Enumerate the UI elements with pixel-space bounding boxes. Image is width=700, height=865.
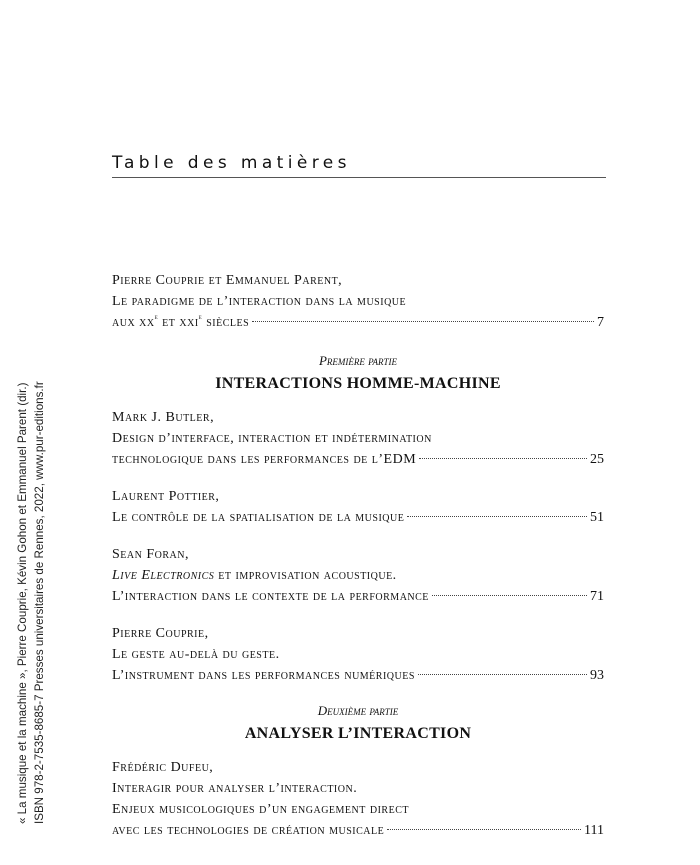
side-note-line-1: « La musique et la machine », Pierre Couprie, Kévin Gohon et Emmanuel Parent (dir.) — [16, 382, 29, 824]
dot-leader — [407, 516, 587, 517]
dot-leader — [252, 321, 594, 322]
side-note-line-2: ISBN 978-2-7535-8685-7 Presses universitaires de Rennes, 2022, www.pur-editions.fr — [33, 381, 46, 824]
entry-title-line: Live Electronics et improvisation acoustique. — [112, 568, 397, 583]
part-1-title: INTERACTIONS HOMME-MACHINE — [215, 375, 501, 392]
entry-author: Frédéric Dufeu, — [112, 760, 214, 775]
entry-title-line: Enjeux musicologiques d’un engagement direct — [112, 802, 409, 817]
entry-last-line — [112, 507, 604, 528]
entry-author: Pierre Couprie, — [112, 626, 209, 641]
toc-list — [112, 270, 604, 841]
entry-author: Sean Foran, — [112, 547, 189, 562]
page-number: 25 — [590, 452, 604, 467]
toc-entry[interactable] — [112, 757, 604, 841]
page-number: 71 — [590, 589, 604, 604]
side-copyright-note — [14, 354, 58, 824]
page-number: 93 — [590, 668, 604, 683]
page-title: Table des matières — [112, 153, 351, 173]
entry-title-line: Le paradigme de l’interaction dans la musique — [112, 294, 407, 309]
entry-title-italic: Live Electronics — [112, 568, 215, 583]
page-number: 51 — [590, 510, 604, 525]
entry-title-line: Interagir pour analyser l’interaction. — [112, 781, 358, 796]
entry-title-line: Le contrôle de la spatialisation de la musique — [112, 510, 405, 525]
toc-entry[interactable] — [112, 623, 604, 686]
dot-leader — [418, 674, 587, 675]
entry-title-line: aux $xx^e$ et xxi$^e$ siècles — [112, 312, 250, 330]
entry-last-line — [112, 449, 604, 470]
entry-last-line — [112, 312, 604, 333]
entry-author: Laurent Pottier, — [112, 489, 220, 504]
entry-title-line: Design d’interface, interaction et indétermination — [112, 431, 432, 446]
toc-entry-intro[interactable] — [112, 270, 604, 333]
entry-title-line: technologique dans les performances de l’EDM — [112, 452, 417, 467]
title-rule — [112, 177, 606, 178]
entry-last-line — [112, 586, 604, 607]
page-number: 111 — [584, 823, 604, 838]
part-2-title: ANALYSER L’INTERACTION — [244, 725, 472, 742]
entry-title-line: Le geste au-delà du geste. — [112, 647, 280, 662]
entry-last-line — [112, 820, 604, 841]
page-number: 7 — [597, 315, 604, 330]
entry-author: Mark J. Butler, — [112, 410, 215, 425]
dot-leader — [432, 595, 587, 596]
entry-last-line — [112, 665, 604, 686]
toc-entry[interactable] — [112, 544, 604, 607]
toc-entry[interactable] — [112, 486, 604, 528]
entry-title-line: L’instrument dans les performances numériques — [112, 668, 415, 683]
dot-leader — [419, 458, 587, 459]
part-1-label: Première partie — [318, 353, 397, 368]
entry-author: Pierre Couprie et Emmanuel Parent, — [112, 273, 343, 288]
part-2-label: Deuxième partie — [317, 703, 399, 718]
entry-title-line: avec les technologies de création musicale — [112, 823, 385, 838]
toc-entry[interactable] — [112, 407, 604, 470]
entry-title-line: L’interaction dans le contexte de la performance — [112, 589, 429, 604]
dot-leader — [387, 829, 581, 830]
